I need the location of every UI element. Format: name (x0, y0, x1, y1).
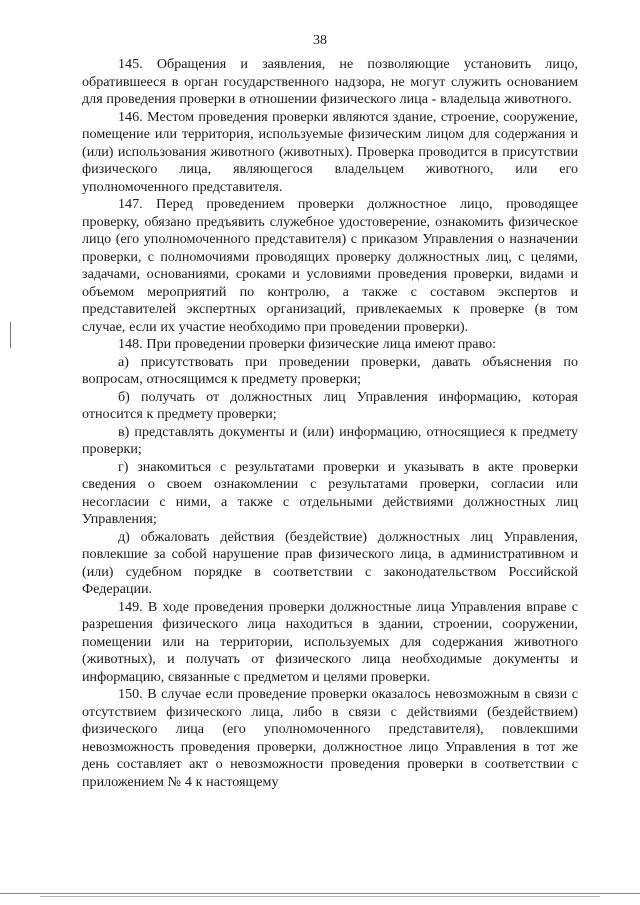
bottom-edge-line-secondary (40, 896, 600, 897)
paragraph-150: 150. В случае если проведение проверки оказалось невозможным в связи с отсутствием физического лица, либо в связи с действиями (бездействием) физического лица (его уполномоченного представителя), повлекшими невозможность проведения проверки, должностное лицо Управления в тот же день составляет акт о невозможности проведения проверки в соответствии с приложением № 4 к настоящему (82, 686, 578, 790)
paragraph-148: 148. При проведении проверки физические лица имеют право: (118, 336, 497, 352)
paragraph-148-g: г) знакомиться с результатами проверки и указывать в акте проверки сведения о своем ознакомлении с результатами проверки, согласии или несогласии с ними, а также с отдельными действиями должностных лиц Управления; (82, 458, 578, 527)
page-number: 38 (313, 33, 327, 48)
margin-mark (10, 322, 11, 348)
bottom-edge-line (0, 893, 640, 894)
paragraph-148-b: б) получать от должностных лиц Управления информацию, которая относится к предмету проверки; (82, 388, 578, 422)
paragraph-149: 149. В ходе проведения проверки должностные лица Управления вправе с разрешения физического лица находиться в здании, строении, сооружении, помещении или на территории, используемых для содержания животного (животных), и получать от физического лица необходимые документы и информацию, связанные с предметом и целями проверки. (82, 598, 578, 685)
paragraph-146: 146. Местом проведения проверки являются здание, строение, сооружение, помещение или территория, используемые физическим лицом для содержания и (или) использования животного (животных). Проверка проводится в присутствии физического лица, являющегося владельцем животного, или его уполномоченного представителя. (82, 108, 578, 195)
paragraph-145: 145. Обращения и заявления, не позволяющие установить лицо, обратившееся в орган государственного надзора, не могут служить основанием для проведения проверки в отношении физического лица - владельца животного. (82, 56, 578, 107)
document-body (82, 56, 578, 791)
paragraph-147: 147. Перед проведением проверки должностное лицо, проводящее проверку, обязано предъявить служебное удостоверение, ознакомить физическое лицо (его уполномоченного представителя) с приказом Управления о назначении проверки, с полномочиями проводящих проверку должностных лиц, с целями, задачами, основаниями, сроками и условиями проведения проверки, видами и объемом мероприятий по контролю, а также с составом экспертов и представителей экспертных организаций, привлекаемых к проверке (в том случае, если их участие необходимо при проведении проверки). (82, 196, 578, 335)
paragraph-148-v: в) представлять документы и (или) информацию, относящиеся к предмету проверки; (82, 423, 578, 457)
paragraph-148-a: а) присутствовать при проведении проверки, давать объяснения по вопросам, относящимся к предмету проверки; (82, 353, 578, 387)
paragraph-148-d: д) обжаловать действия (бездействие) должностных лиц Управления, повлекшие за собой нарушение прав физического лица, в административном и (или) судебном порядке в соответствии с законодательством Российской Федерации. (82, 528, 578, 597)
